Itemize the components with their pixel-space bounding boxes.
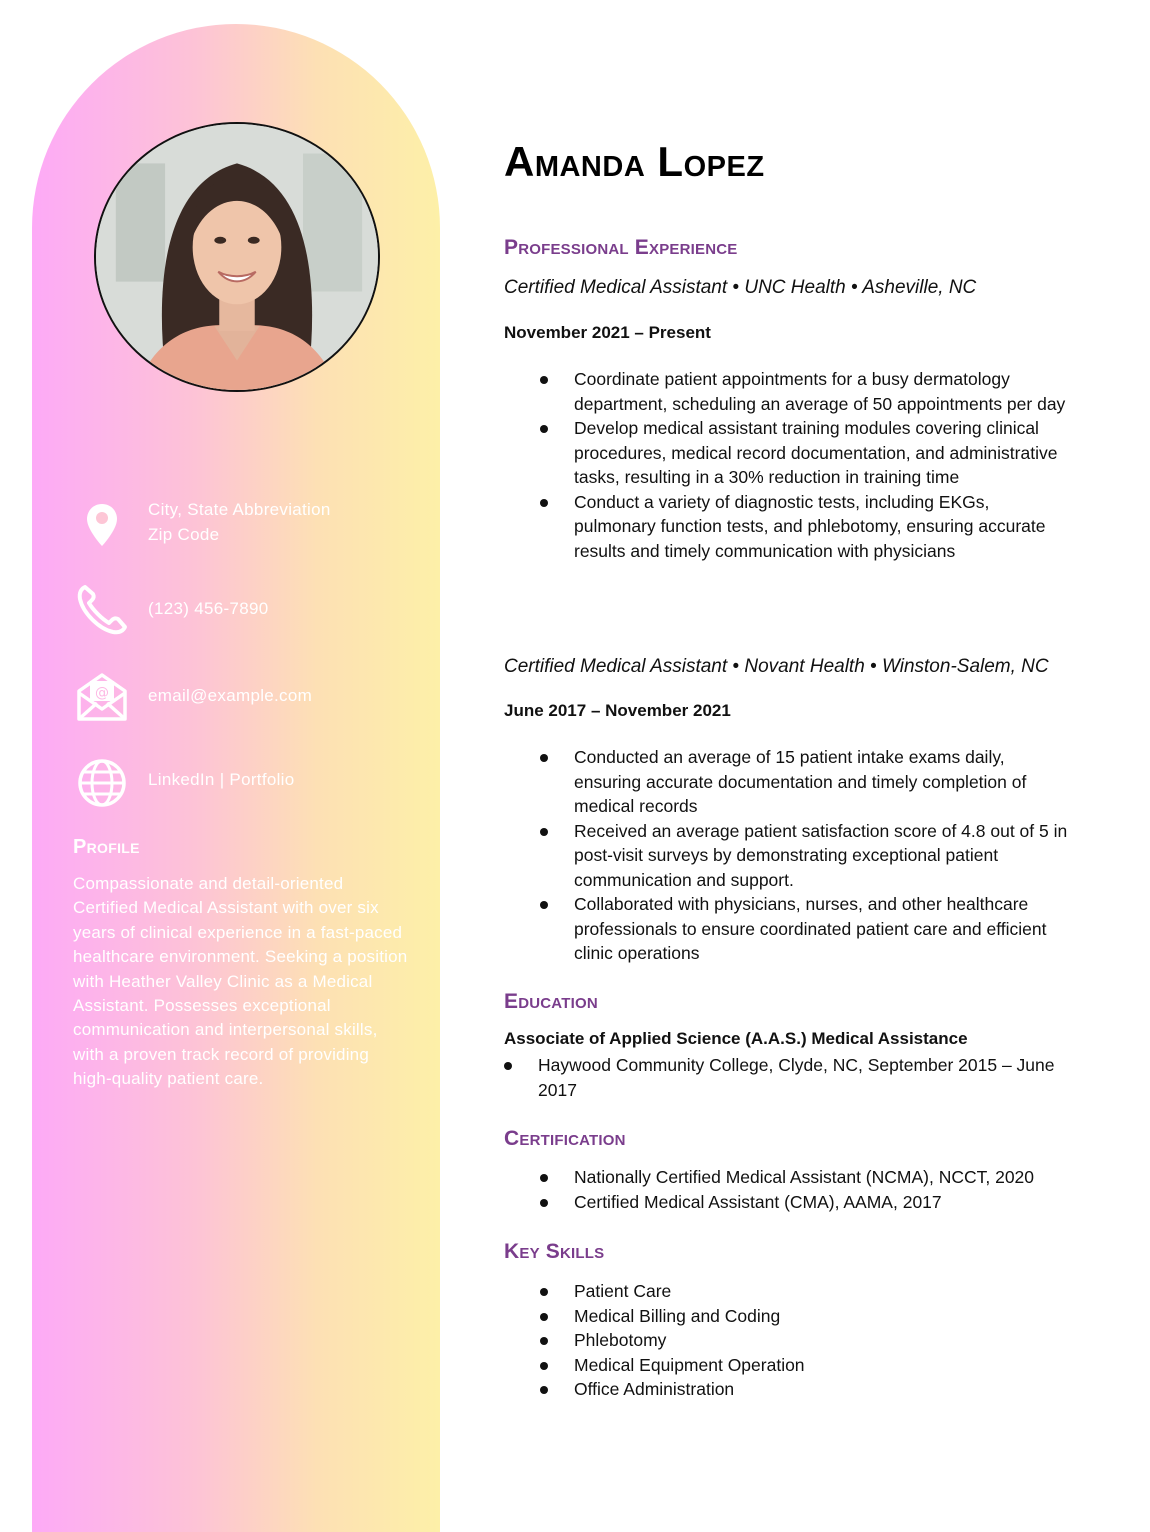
job-2-title: Certified Medical Assistant • Novant Health • Winston-Salem, NC [504, 656, 1049, 677]
list-item: Coordinate patient appointments for a busy dermatology department, scheduling an average of 50 appointments per day [540, 367, 1070, 416]
list-item: Received an average patient satisfaction score of 4.8 out of 5 in post-visit surveys by demonstrating exceptional patient communication and support. [540, 819, 1076, 893]
education-heading: Education [504, 990, 598, 1013]
certification-heading: Certification [504, 1127, 626, 1150]
profile-heading: Profile [73, 836, 140, 858]
location-text [148, 497, 331, 547]
education-bullets [504, 1053, 1074, 1102]
education-degree: Associate of Applied Science (A.A.S.) Medical Assistance [504, 1029, 968, 1048]
list-item: Medical Equipment Operation [540, 1353, 1080, 1378]
profile-photo [94, 122, 380, 392]
list-item: Patient Care [540, 1279, 1080, 1304]
list-item: Conducted an average of 15 patient intake exams daily, ensuring accurate documentation and timely completion of medical records [540, 745, 1076, 819]
list-item: Medical Billing and Coding [540, 1304, 1080, 1329]
skills-heading: Key Skills [504, 1240, 605, 1263]
location-pin-icon [72, 497, 132, 553]
job-2-bullets [540, 745, 1076, 966]
globe-icon [72, 755, 132, 811]
phone-icon [72, 582, 132, 638]
web-text: LinkedIn | Portfolio [148, 770, 295, 789]
list-item: Certified Medical Assistant (CMA), AAMA, 2017 [540, 1190, 1100, 1215]
email-icon [72, 669, 132, 725]
phone-text: (123) 456-7890 [148, 599, 269, 618]
job-1-title: Certified Medical Assistant • UNC Health • Asheville, NC [504, 277, 977, 298]
list-item: Haywood Community College, Clyde, NC, September 2015 – June 2017 [504, 1053, 1074, 1102]
list-item: Nationally Certified Medical Assistant (NCMA), NCCT, 2020 [540, 1165, 1100, 1190]
skills-bullets [540, 1279, 1080, 1402]
experience-heading: Professional Experience [504, 236, 738, 259]
list-item: Phlebotomy [540, 1328, 1080, 1353]
profile-text: Compassionate and detail-oriented Certified Medical Assistant with over six years of clinical experience in a fast-paced healthcare environment. Seeking a position with Heather Valley Clinic as a Medical Assistant. Possesses exceptional communication and interpersonal skills, with a proven track record of providing high-quality patient care. [73, 874, 408, 1089]
svg-text:@: @ [95, 685, 109, 701]
profile-photo-image [96, 124, 378, 390]
job-1-bullets [540, 367, 1070, 563]
email-text: email@example.com [148, 686, 313, 705]
sidebar [32, 24, 440, 1532]
candidate-name: Amanda Lopez [504, 138, 765, 185]
list-item: Office Administration [540, 1377, 1080, 1402]
contact-phone [72, 582, 268, 638]
list-item: Conduct a variety of diagnostic tests, including EKGs, pulmonary function tests, and phlebotomy, ensuring accurate results and timely communication with physicians [540, 490, 1070, 564]
location-line-2: Zip Code [148, 525, 220, 544]
job-1-dates: November 2021 – Present [504, 323, 711, 342]
list-item: Develop medical assistant training modules covering clinical procedures, medical record documentation, and administrative tasks, resulting in a 30% reduction in training time [540, 416, 1070, 490]
certification-bullets [540, 1165, 1100, 1214]
contact-location [72, 497, 331, 553]
contact-web [72, 755, 295, 811]
location-line-1: City, State Abbreviation [148, 500, 331, 519]
contact-email [72, 669, 312, 725]
job-2-dates: June 2017 – November 2021 [504, 701, 731, 720]
list-item: Collaborated with physicians, nurses, and other healthcare professionals to ensure coordinated patient care and efficient clinic operations [540, 892, 1076, 966]
